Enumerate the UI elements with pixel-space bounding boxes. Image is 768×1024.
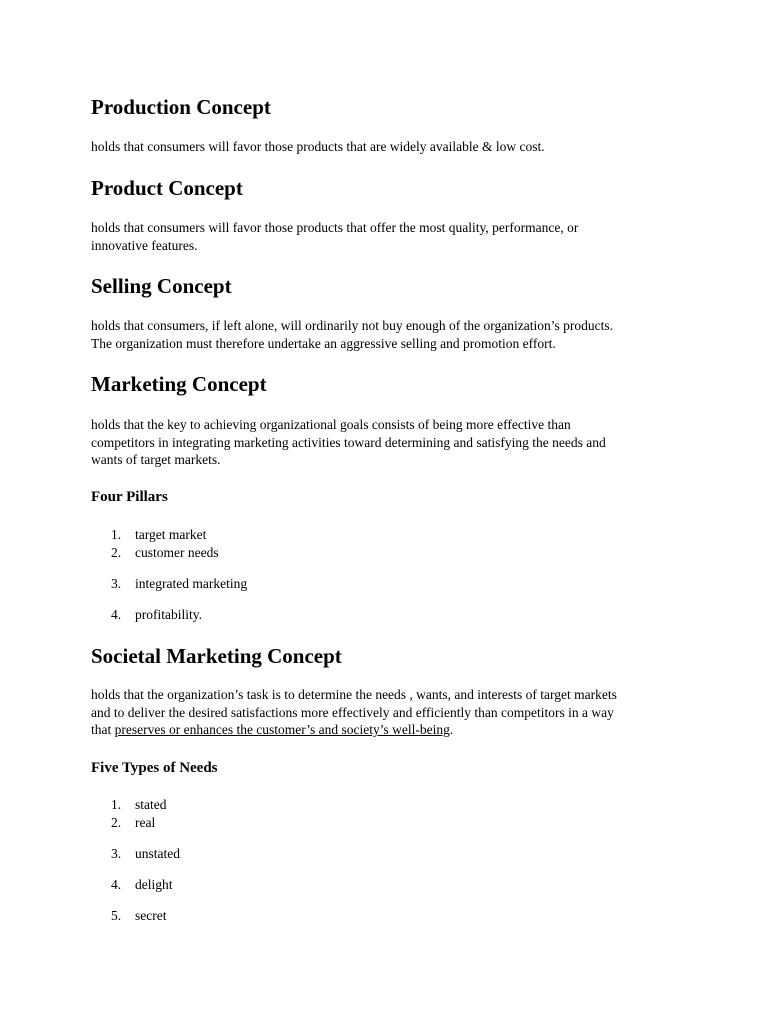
list-item-number: 1.: [111, 527, 122, 542]
list-item-text: integrated marketing: [135, 576, 248, 591]
marketing-concept-line: wants of target markets.: [91, 452, 221, 467]
list-item-number: 2.: [111, 815, 122, 830]
list-item-number: 4.: [111, 877, 122, 892]
list-item: [111, 544, 219, 561]
line-prefix: that: [91, 722, 115, 737]
list-item-number: 3.: [111, 576, 122, 591]
marketing-concept-heading: Marketing Concept: [91, 372, 267, 396]
list-item-number: 3.: [111, 846, 122, 861]
list-item: [111, 796, 167, 813]
list-item-number: 1.: [111, 797, 122, 812]
five-types-of-needs-heading: Five Types of Needs: [91, 760, 218, 776]
list-item-text: real: [135, 815, 156, 830]
product-concept-text: [91, 219, 691, 254]
list-item-text: delight: [135, 877, 173, 892]
list-item-text: unstated: [135, 846, 180, 861]
list-item: [111, 876, 173, 893]
product-concept-line: innovative features.: [91, 237, 198, 253]
product-concept-heading: Product Concept: [91, 176, 243, 200]
list-item-text: profitability.: [135, 607, 202, 622]
list-item-text: stated: [135, 797, 167, 812]
list-item-number: 2.: [111, 545, 122, 560]
list-item: [111, 814, 155, 831]
list-item-text: customer needs: [135, 545, 219, 560]
line-suffix: .: [449, 722, 454, 737]
list-item: [111, 907, 166, 924]
list-item-text: target market: [135, 527, 207, 542]
selling-concept-heading: Selling Concept: [91, 274, 232, 298]
list-item-number: 5.: [111, 908, 122, 923]
production-concept-text: [91, 138, 691, 156]
four-pillars-heading: Four Pillars: [91, 489, 168, 505]
list-item-number: 4.: [111, 607, 122, 622]
marketing-concept-line: holds that the key to achieving organizational goals consists of being more effective than: [91, 417, 571, 432]
list-item: [111, 575, 247, 592]
societal-marketing-concept-text: [91, 686, 691, 739]
societal-concept-line: holds that the organization’s task is to determine the needs , wants, and interests of target markets: [91, 687, 617, 702]
societal-concept-line: [91, 721, 691, 739]
list-item-text: secret: [135, 908, 167, 923]
societal-marketing-concept-heading: Societal Marketing Concept: [91, 644, 342, 668]
list-item: [111, 526, 206, 543]
selling-concept-line: The organization must therefore undertake an aggressive selling and promotion effort.: [91, 335, 556, 351]
marketing-concept-line: competitors in integrating marketing activities toward determining and satisfying the needs and: [91, 434, 606, 450]
list-item: [111, 606, 202, 623]
list-item: [111, 845, 180, 862]
marketing-concept-text: [91, 416, 691, 469]
product-concept-line: holds that consumers will favor those products that offer the most quality, performance, or: [91, 220, 579, 235]
selling-concept-line: holds that consumers, if left alone, will ordinarily not buy enough of the organization’s products.: [91, 318, 614, 333]
underlined-phrase: preserves or enhances the customer’s and society’s well-being: [114, 722, 450, 737]
selling-concept-text: [91, 317, 691, 352]
production-concept-line: holds that consumers will favor those products that are widely available & low cost.: [91, 139, 545, 154]
societal-concept-line: and to deliver the desired satisfactions more effectively and efficiently than competitors in a way: [91, 704, 614, 720]
production-concept-heading: Production Concept: [91, 95, 271, 119]
